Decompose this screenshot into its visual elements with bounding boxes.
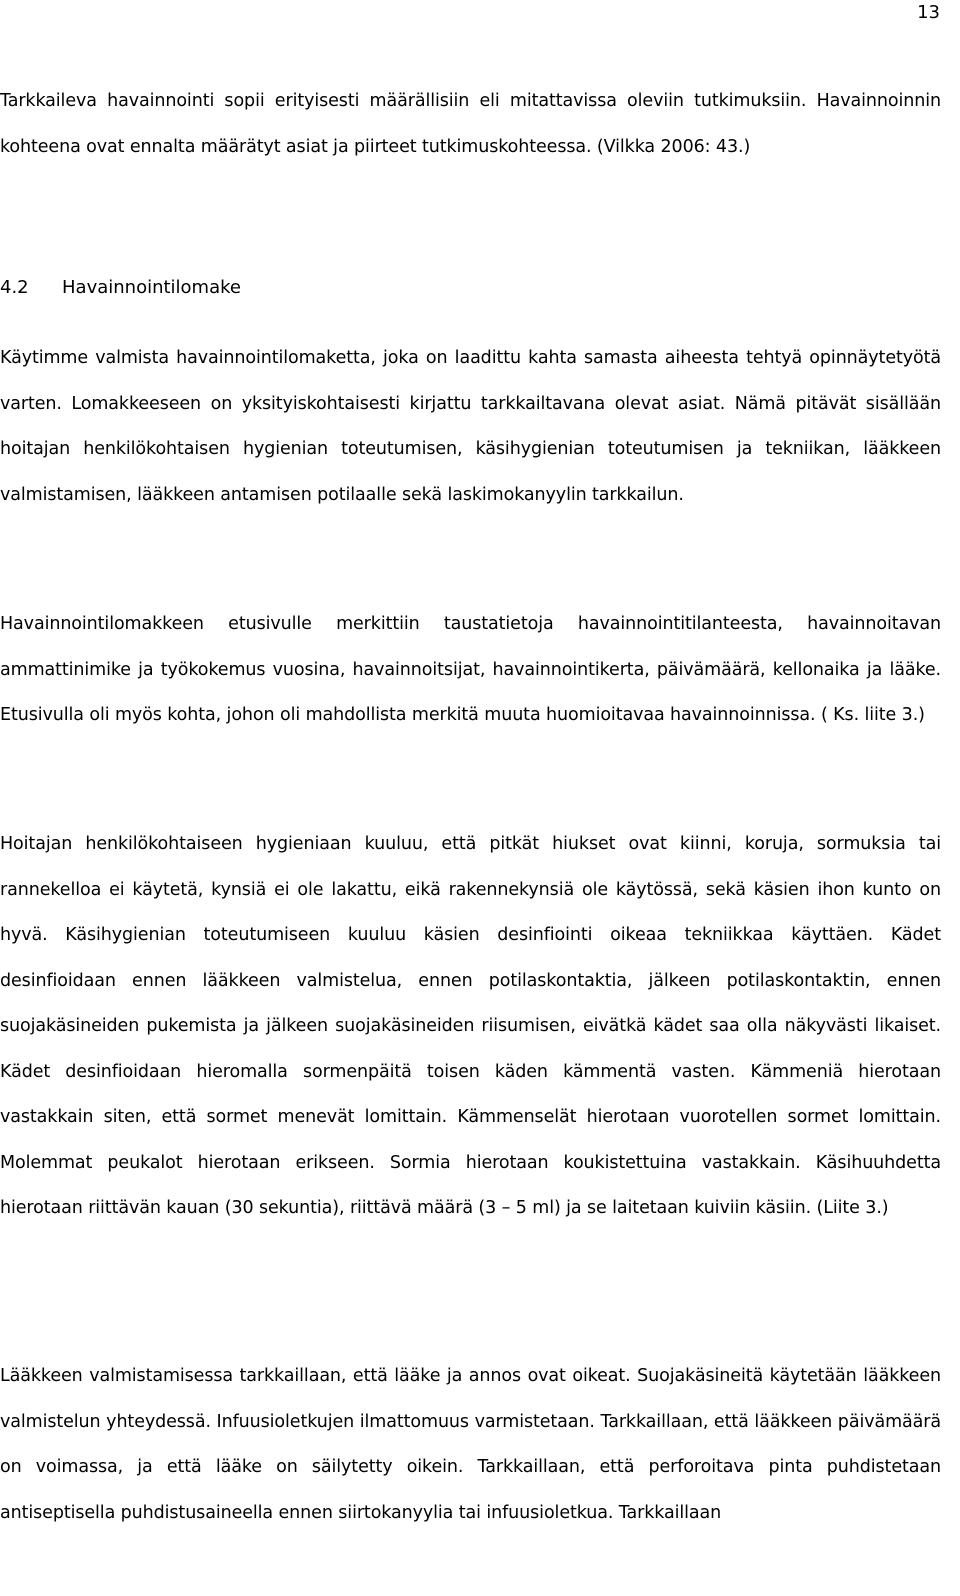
paragraph-form-front-page: Havainnointilomakkeen etusivulle merkittiin taustatietoja havainnointitilanteesta, havainnoitavan ammattinimike ja työkokemus vuosina, havainnoitsijat, havainnointikerta, päivämäärä, kellonaika ja lääke. Etusivulla oli myös kohta, johon oli mahdollista merkitä muuta huomioitavaa havainnoinnissa. ( Ks. liite 3.) [0,614,941,725]
section-title: Havainnointilomake [62,277,241,298]
paragraph-form-description: Käytimme valmista havainnointilomaketta, joka on laadittu kahta samasta aiheesta tehtyä opinnäytetyötä varten. Lomakkeeseen on yksityiskohtaisesti kirjattu tarkkailtavana olevat asiat. Nämä pitävät sisällään hoitajan henkilökohtaisen hygienian toteutumisen, käsihygienian toteutumisen ja tekniikan, lääkkeen valmistamisen, lääkkeen antamisen potilaalle sekä laskimokanyylin tarkkailun. [0,348,941,505]
page-number: 13 [917,2,940,23]
paragraph-medicine-preparation: Lääkkeen valmistamisessa tarkkaillaan, että lääke ja annos ovat oikeat. Suojakäsineitä käytetään lääkkeen valmistelun yhteydessä. Infuusioletkujen ilmattomuus varmistetaan. Tarkkaillaan, että lääkkeen päivämäärä on voimassa, ja että lääke on säilytetty oikein. Tarkkaillaan, että perforoitava pinta puhdistetaan antiseptisella puhdistusaineella ennen siirtokanyylia tai infuusioletkua. Tarkkaillaan [0,1366,941,1523]
paragraph-hand-hygiene: Hoitajan henkilökohtaiseen hygieniaan kuuluu, että pitkät hiukset ovat kiinni, koruja, sormuksia tai rannekelloa ei käytetä, kynsiä ei ole lakattu, eikä rakennekynsiä ole käytössä, sekä käsien ihon kunto on hyvä. Käsihygienian toteutumiseen kuuluu käsien desinfiointi oikeaa tekniikkaa käyttäen. Kädet desinfioidaan ennen lääkkeen valmistelua, ennen potilaskontaktia, jälkeen potilaskontaktin, ennen suojakäsineiden pukemista ja jälkeen suojakäsineiden riisumisen, eivätkä kädet saa olla näkyvästi likaiset. Kädet desinfioidaan hieromalla sormenpäitä toisen käden kämmentä vasten. Kämmeniä hierotaan vastakkain siten, että sormet menevät lomittain. Kämmenselät hierotaan vuorotellen sormet lomittain. Molemmat peukalot hierotaan erikseen. Sormia hierotaan koukistettuina vastakkain. Käsihuuhdetta hierotaan riittävän kauan (30 sekuntia), riittävä määrä (3 – 5 ml) ja se laitetaan kuiviin käsiin. (Liite 3.) [0,834,941,1218]
section-heading [0,268,241,308]
section-number: 4.2 [0,277,29,298]
paragraph-observation-intro: Tarkkaileva havainnointi sopii erityisesti määrällisiin eli mitattavissa oleviin tutkimuksiin. Havainnoinnin kohteena ovat ennalta määrätyt asiat ja piirteet tutkimuskohteessa. (Vilkka 2006: 43.) [0,91,941,157]
